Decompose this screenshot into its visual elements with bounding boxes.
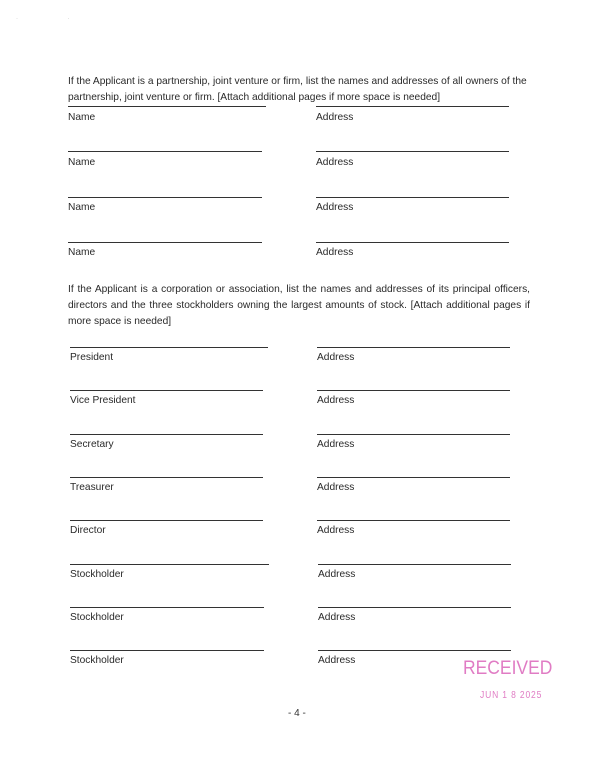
scan-specks: · · [16, 16, 94, 22]
address-label-3: Address [316, 202, 354, 213]
stockholder-label-3: Stockholder [70, 655, 124, 666]
name-label-1: Name [68, 112, 96, 123]
page-number: - 4 - [288, 708, 306, 719]
secretary-label: Secretary [70, 439, 114, 450]
name-line-1[interactable] [68, 106, 266, 107]
stockholder-line-1[interactable] [70, 564, 269, 565]
received-stamp-date: JUN 1 8 2025 [480, 690, 543, 701]
stockholder-address-label-1: Address [318, 569, 356, 580]
stockholder-address-label-2: Address [318, 612, 356, 623]
address-label-4: Address [316, 247, 354, 258]
address-line-1[interactable] [316, 106, 509, 107]
stockholder-label-1: Stockholder [70, 569, 124, 580]
stockholder-line-2[interactable] [70, 607, 264, 608]
president-line[interactable] [70, 347, 268, 348]
treasurer-label: Treasurer [70, 482, 114, 493]
stockholder-address-line-2[interactable] [318, 607, 511, 608]
name-line-3[interactable] [68, 197, 262, 198]
secretary-address-label: Address [317, 439, 355, 450]
director-line[interactable] [70, 520, 263, 521]
address-line-2[interactable] [316, 151, 509, 152]
secretary-address-line[interactable] [317, 434, 510, 435]
address-line-3[interactable] [316, 197, 509, 198]
vice-president-label: Vice President [70, 395, 136, 406]
name-line-2[interactable] [68, 151, 262, 152]
stockholder-line-3[interactable] [70, 650, 264, 651]
vice-president-line[interactable] [70, 390, 263, 391]
stockholder-address-line-3[interactable] [318, 650, 511, 651]
stockholder-address-line-1[interactable] [318, 564, 511, 565]
stockholder-label-2: Stockholder [70, 612, 124, 623]
president-address-label: Address [317, 352, 355, 363]
stockholder-address-label-3: Address [318, 655, 356, 666]
address-line-4[interactable] [316, 242, 509, 243]
vice-president-address-label: Address [317, 395, 355, 406]
treasurer-address-line[interactable] [317, 477, 510, 478]
secretary-line[interactable] [70, 434, 263, 435]
address-label-2: Address [316, 157, 354, 168]
treasurer-address-label: Address [317, 482, 355, 493]
name-label-2: Name [68, 157, 96, 168]
received-stamp: RECEIVED [463, 658, 553, 679]
director-label: Director [70, 525, 106, 536]
director-address-label: Address [317, 525, 355, 536]
corporation-instructions: If the Applicant is a corporation or association, list the names and addresses of its principal officers, directors and the three stockholders owning the largest amounts of stock. [Attach additional pages if more space is needed] [68, 284, 530, 328]
name-label-4: Name [68, 247, 96, 258]
partnership-instructions: If the Applicant is a partnership, joint venture or firm, list the names and addresses of all owners of the partnership, joint venture or firm. [Attach additional pages if more space is needed] [68, 76, 527, 104]
president-label: President [70, 352, 114, 363]
name-label-3: Name [68, 202, 96, 213]
treasurer-line[interactable] [70, 477, 263, 478]
president-address-line[interactable] [317, 347, 510, 348]
director-address-line[interactable] [317, 520, 510, 521]
address-label-1: Address [316, 112, 354, 123]
name-line-4[interactable] [68, 242, 262, 243]
vice-president-address-line[interactable] [317, 390, 510, 391]
